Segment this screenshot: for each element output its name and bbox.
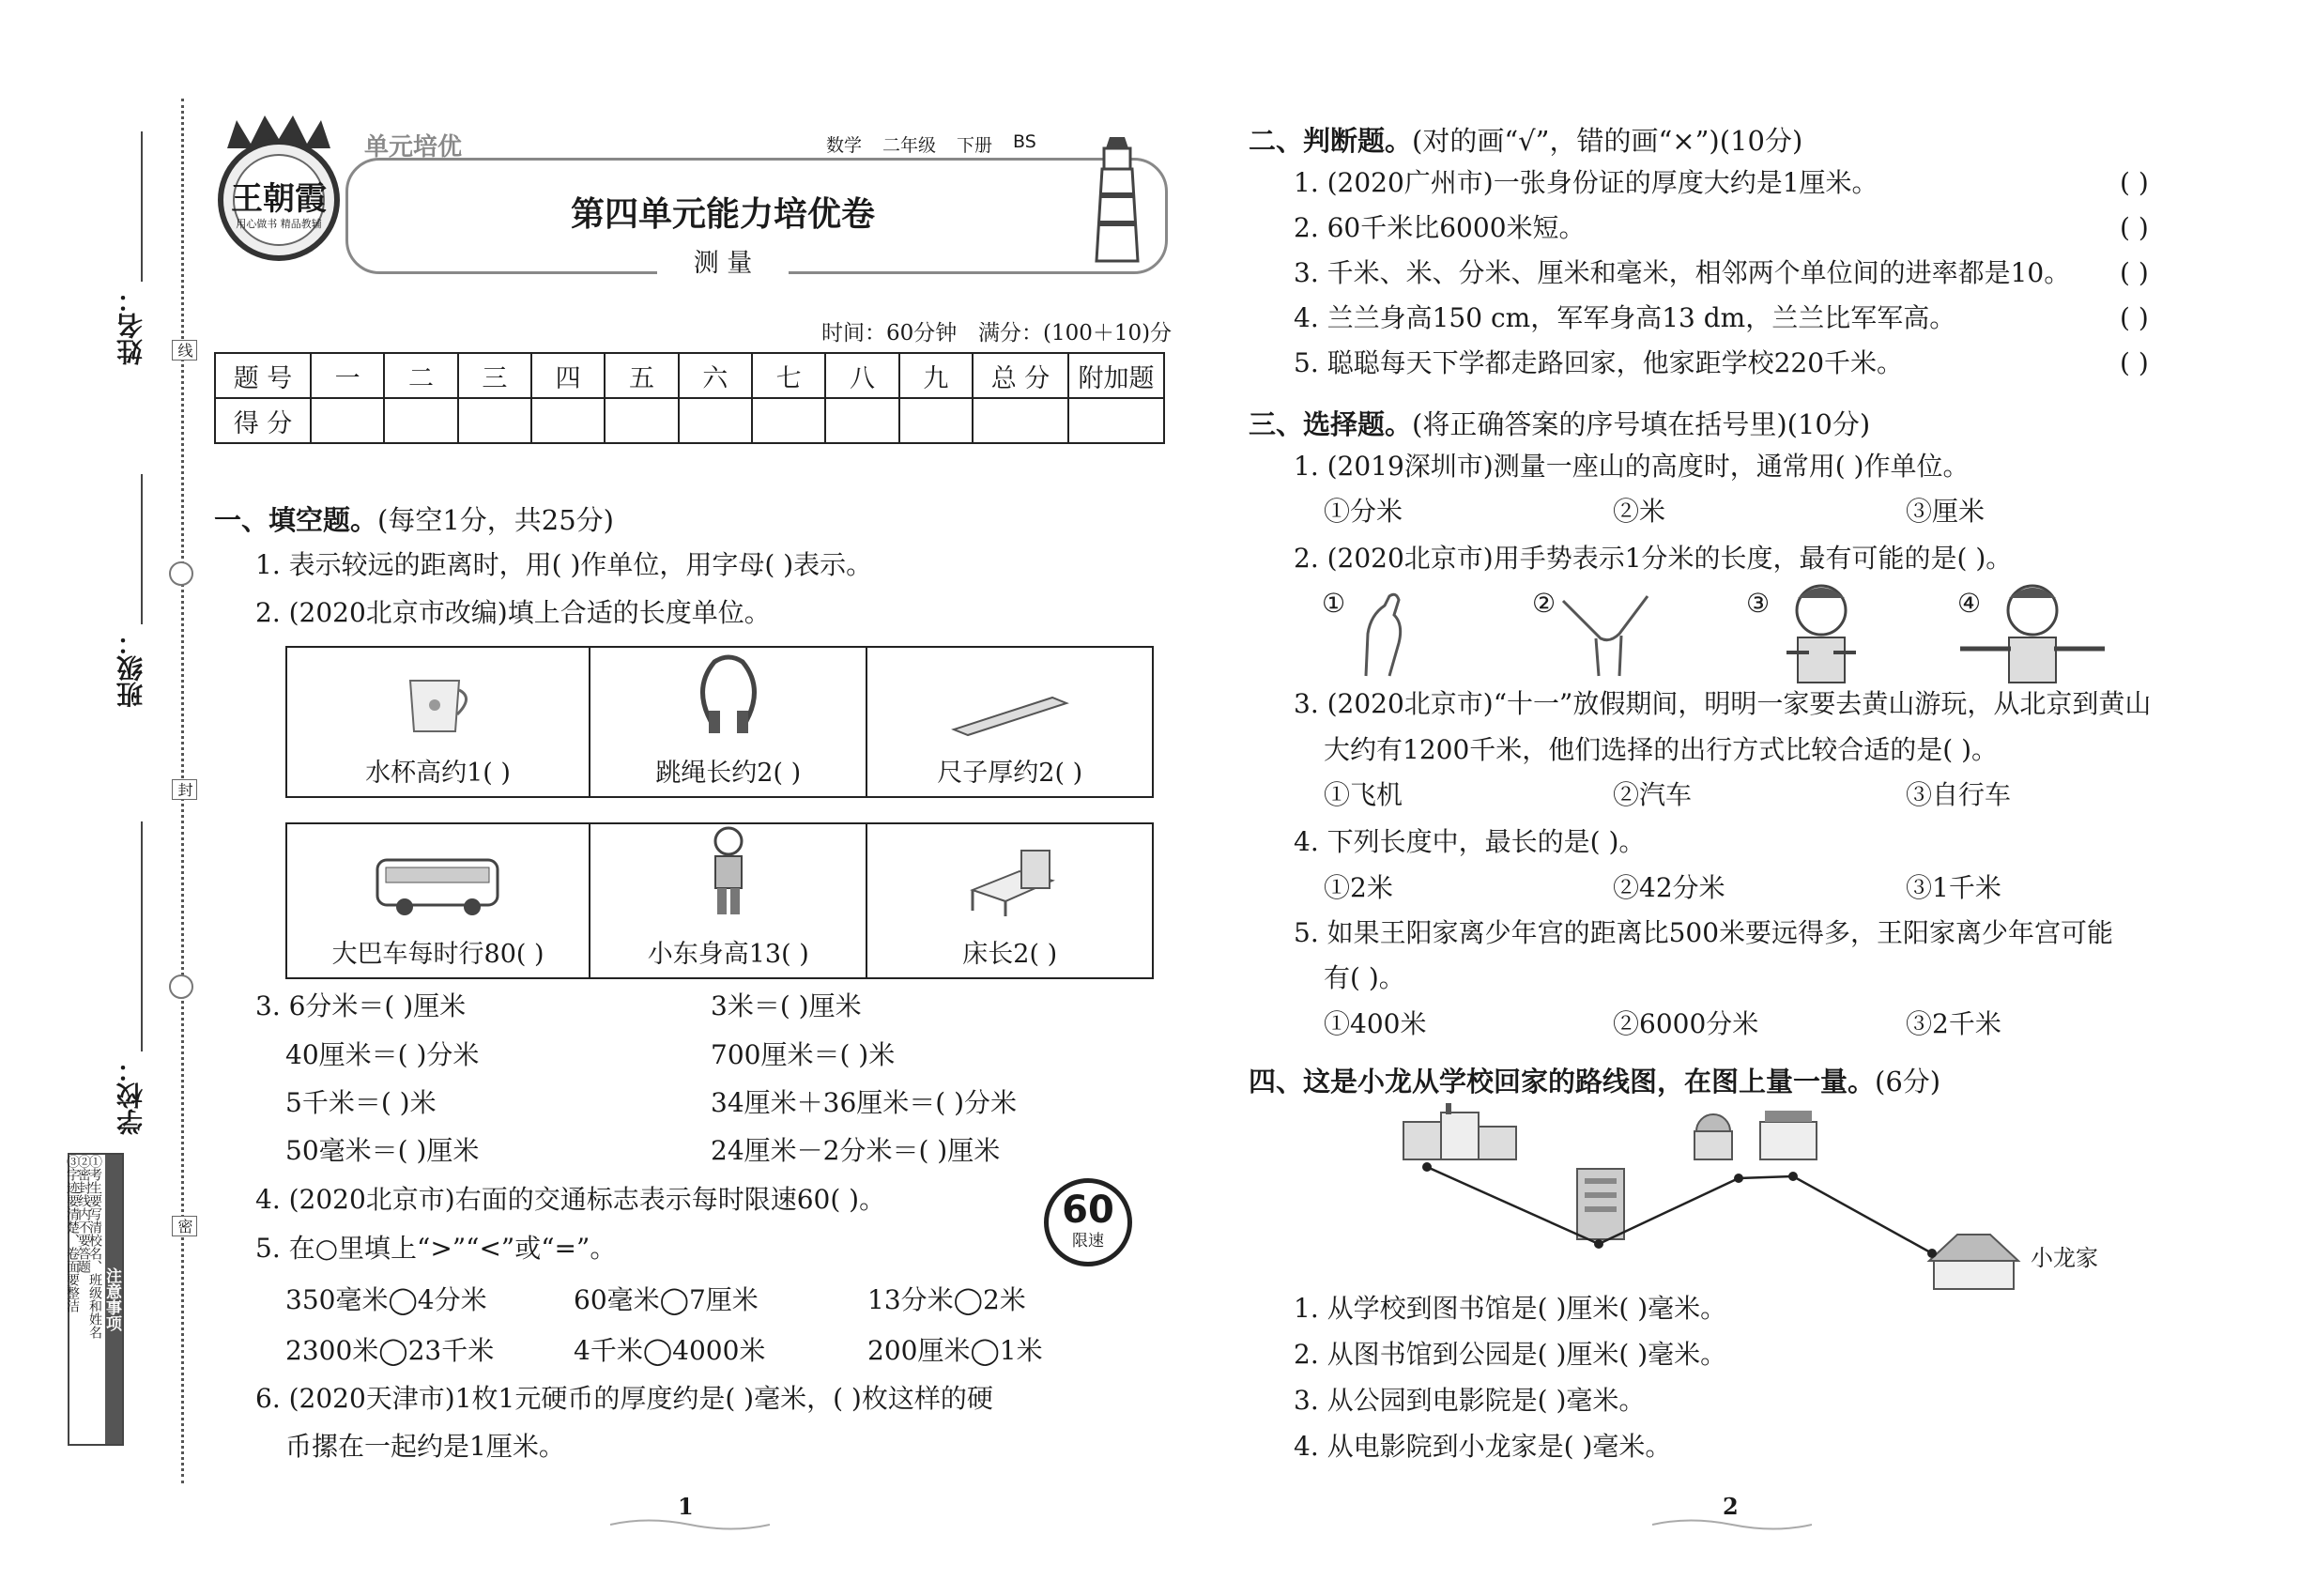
s1-q3-left-2: 40厘米＝( )分米: [285, 1039, 480, 1070]
logo-text: 王朝霞: [231, 180, 327, 218]
paper-subtitle: 测 量: [657, 242, 789, 279]
home-label: 小龙家: [2031, 1245, 2098, 1271]
score-cell: 四: [531, 353, 605, 398]
s1-q5-r2-c: 200厘米◯1米: [867, 1335, 1043, 1366]
s1-q3-left-1: 3. 6分米＝( )厘米: [255, 990, 467, 1021]
s3-q2-label-1: ①: [1322, 588, 1346, 619]
cinema-icon: [1760, 1111, 1817, 1159]
score-table: [214, 352, 1165, 444]
s1-q6-line1: 6. (2020天津市)1枚1元硬币的厚度约是( )毫米，( )枚这样的硬: [255, 1383, 993, 1414]
score-input[interactable]: [311, 398, 384, 443]
meta-grade: 二年级: [882, 135, 937, 156]
s3-q5-opt-2: ②6000分米: [1613, 1008, 1759, 1039]
cup-cell: [286, 647, 590, 797]
speed-limit-text: 限速: [1072, 1232, 1104, 1251]
meta-edition: BS: [1013, 131, 1036, 152]
score-cell: 五: [605, 353, 678, 398]
score-cell: 附加题: [1068, 353, 1164, 398]
s1-q5-r1-b: 60毫米◯7厘米: [574, 1284, 759, 1315]
s2-item-1: 1. (2020广州市)一张身份证的厚度大约是1厘米。: [1294, 167, 1878, 198]
brand-logo: [208, 111, 349, 261]
section2-heading: 二、判断题。(对的画“√”，错的画“×”)(10分): [1249, 125, 1803, 157]
score-cell: 题 号: [215, 353, 311, 398]
binding-ring-top: [169, 561, 193, 586]
score-table-header-row: [215, 353, 1164, 398]
score-input[interactable]: [752, 398, 825, 443]
s3-q5-line1: 5. 如果王阳家离少年宫的距离比500米要远得多，王阳家离少年宫可能: [1294, 917, 2114, 948]
score-input[interactable]: [679, 398, 752, 443]
s3-q4: 4. 下列长度中，最长的是( )。: [1294, 826, 1646, 857]
boy-cell: [590, 823, 866, 978]
jump-rope-icon: [686, 652, 771, 737]
route-map: [1389, 1103, 2093, 1291]
s3-q2-label-4: ④: [1957, 588, 1982, 619]
name-label: 姓名：: [115, 286, 146, 365]
s3-q3-opt-3: ③自行车: [1906, 779, 2012, 810]
cut-mark-feng: 封: [172, 779, 197, 804]
s1-q5-r2-b: 4千米◯4000米: [574, 1335, 766, 1366]
logo-subtext: 用心做书 精品教辅: [236, 218, 322, 230]
score-cell: 一: [311, 353, 384, 398]
lighthouse-icon: [1080, 130, 1155, 269]
cup-text: 水杯高约1( ): [365, 759, 511, 788]
s3-q4-opt-3: ③1千米: [1906, 872, 2001, 903]
park-icon: [1694, 1114, 1732, 1159]
bed-cell: [866, 823, 1153, 978]
s1-q3-right-4: 24厘米－2分米＝( )厘米: [711, 1135, 1001, 1166]
s1-q5-r2-a: 2300米◯23千米: [285, 1335, 495, 1366]
section4-heading: 四、这是小龙从学校回家的路线图，在图上量一量。(6分): [1249, 1066, 1941, 1097]
bed-text: 床长2( ): [962, 940, 1058, 969]
s1-q6-line2: 币摞在一起约是1厘米。: [285, 1431, 565, 1462]
page-ornament-right-icon: [1652, 1516, 1812, 1533]
s2-answer-1[interactable]: ( ): [2120, 167, 2149, 198]
score-cell: 得 分: [215, 398, 311, 443]
house-icon: [1929, 1235, 2018, 1289]
unit-picture-table-bottom: [285, 822, 1154, 979]
score-input[interactable]: [899, 398, 973, 443]
s1-q5: 5. 在○里填上“>”“<”或“=”。: [255, 1233, 617, 1264]
child-gesture-3-icon: [1770, 577, 1873, 685]
s4-item-2: 2. 从图书馆到公园是( )厘米( )毫米。: [1294, 1339, 1727, 1370]
s1-q3-right-3: 34厘米＋36厘米＝( )分米: [711, 1087, 1018, 1118]
s3-q3-line2: 大约有1200千米，他们选择的出行方式比较合适的是( )。: [1324, 734, 1999, 765]
score-input[interactable]: [384, 398, 457, 443]
s3-q1-opt-2: ②米: [1613, 496, 1666, 527]
header-meta: [826, 131, 1036, 157]
s3-q3-opt-1: ①飞机: [1324, 779, 1403, 810]
score-cell: 九: [899, 353, 973, 398]
score-input[interactable]: [605, 398, 678, 443]
name-field[interactable]: [141, 131, 143, 282]
s1-q4: 4. (2020北京市)右面的交通标志表示每时限速60( )。: [255, 1184, 886, 1215]
ruler-text: 尺子厚约2( ): [937, 759, 1083, 788]
page-number-right: 2: [1723, 1493, 1739, 1520]
s3-q3-line1: 3. (2020北京市)“十一”放假期间，明明一家要去黄山游玩，从北京到黄山: [1294, 688, 2152, 719]
score-input[interactable]: [1068, 398, 1164, 443]
s3-q2: 2. (2020北京市)用手势表示1分米的长度，最有可能的是( )。: [1294, 543, 2013, 574]
s2-answer-2[interactable]: ( ): [2120, 212, 2149, 243]
s2-item-2: 2. 60千米比6000米短。: [1294, 212, 1586, 243]
s1-q3-left-4: 50毫米＝( )厘米: [285, 1135, 480, 1166]
s2-answer-4[interactable]: ( ): [2120, 302, 2149, 333]
s3-q4-opt-2: ②42分米: [1613, 872, 1725, 903]
s4-item-1: 1. 从学校到图书馆是( )厘米( )毫米。: [1294, 1293, 1727, 1324]
hand-gesture-1-icon: [1347, 587, 1432, 681]
s4-item-4: 4. 从电影院到小龙家是( )毫米。: [1294, 1431, 1672, 1462]
boy-icon: [700, 824, 757, 918]
s2-item-5: 5. 聪聪每天下学都走路回家，他家距学校220千米。: [1294, 347, 1904, 378]
bus-text: 大巴车每时行80( ): [331, 940, 544, 969]
ruler-cell: [866, 647, 1153, 797]
rope-text: 跳绳长约2( ): [655, 759, 802, 788]
page-ornament-left-icon: [610, 1516, 770, 1533]
s3-q4-opt-1: ①2米: [1324, 872, 1393, 903]
score-table-score-row: [215, 398, 1164, 443]
score-input[interactable]: [973, 398, 1068, 443]
class-field[interactable]: [141, 474, 143, 624]
rope-cell: [590, 647, 866, 797]
note-3: ③字迹要清楚、卷面要整洁: [65, 1155, 80, 1312]
score-cell: 七: [752, 353, 825, 398]
class-label: 班级：: [115, 629, 146, 708]
note-2: ②密封线内不要答题: [76, 1155, 91, 1273]
score-cell: 二: [384, 353, 457, 398]
section3-heading: 三、选择题。(将正确答案的序号填在括号里)(10分): [1249, 408, 1871, 440]
s1-q3-right-2: 700厘米＝( )米: [711, 1039, 896, 1070]
s2-item-3: 3. 千米、米、分米、厘米和毫米，相邻两个单位间的进率都是10。: [1294, 257, 2071, 288]
score-cell: 总 分: [973, 353, 1068, 398]
binding-ring-bottom: [169, 974, 193, 999]
unit-tag: 单元培优: [364, 133, 463, 161]
meta-subject: 数学: [826, 135, 863, 156]
s3-q2-label-2: ②: [1532, 588, 1556, 619]
full-score: 满分：(100＋10)分: [978, 321, 1173, 345]
school-icon: [1403, 1103, 1516, 1159]
s2-answer-5[interactable]: ( ): [2120, 347, 2149, 378]
child-gesture-4-icon: [1953, 577, 2112, 685]
exam-time: 时间：60分钟: [821, 321, 958, 345]
s3-q3-opt-2: ②汽车: [1613, 779, 1693, 810]
cut-mark-xian: 线: [172, 340, 197, 364]
s2-answer-3[interactable]: ( ): [2120, 257, 2149, 288]
hand-gesture-2-icon: [1554, 587, 1657, 681]
s1-q5-r1-c: 13分米◯2米: [867, 1284, 1026, 1315]
s1-q3-right-1: 3米＝( )厘米: [711, 990, 862, 1021]
s4-item-3: 3. 从公园到电影院是( )毫米。: [1294, 1385, 1646, 1416]
speed-limit-sign: [1044, 1178, 1132, 1266]
s3-q5-line2: 有( )。: [1324, 962, 1405, 993]
school-label: 学校：: [115, 1056, 146, 1135]
s3-q5-opt-1: ①400米: [1324, 1008, 1427, 1039]
note-1: ①考生要写清校名、班级和姓名: [87, 1155, 102, 1339]
s2-item-4: 4. 兰兰身高150 cm，军军身高13 dm，兰兰比军军高。: [1294, 302, 1956, 333]
score-cell: 三: [458, 353, 531, 398]
score-cell: 六: [679, 353, 752, 398]
bus-cell: [286, 823, 590, 978]
notes-title: 注意事项: [105, 1155, 122, 1444]
school-field[interactable]: [141, 821, 143, 1051]
score-cell: 八: [825, 353, 898, 398]
s1-q1: 1. 表示较远的距离时，用( )作单位，用字母( )表示。: [255, 549, 873, 580]
ruler-icon: [949, 690, 1071, 737]
s1-q2: 2. (2020北京市改编)填上合适的长度单位。: [255, 597, 771, 628]
page-number-left: 1: [678, 1493, 694, 1520]
cup-icon: [401, 671, 476, 737]
section1-heading: 一、填空题。(每空1分，共25分): [214, 504, 614, 536]
bus-icon: [373, 852, 504, 918]
bed-icon: [963, 843, 1057, 918]
score-input[interactable]: [458, 398, 531, 443]
s3-q1: 1. (2019深圳市)测量一座山的高度时，通常用( )作单位。: [1294, 451, 1970, 482]
speed-limit-number: 60: [1062, 1189, 1114, 1232]
meta-term: 下册: [957, 135, 993, 156]
s3-q1-opt-1: ①分米: [1324, 496, 1403, 527]
s1-q5-r1-a: 350毫米◯4分米: [285, 1284, 487, 1315]
paper-title: 第四单元能力培优卷: [570, 195, 875, 234]
s1-q3-left-3: 5千米＝( )米: [285, 1087, 437, 1118]
notes-box: [65, 1153, 124, 1446]
unit-picture-table-top: [285, 646, 1154, 798]
score-input[interactable]: [825, 398, 898, 443]
score-input[interactable]: [531, 398, 605, 443]
s3-q2-label-3: ③: [1746, 588, 1771, 619]
s3-q1-opt-3: ③厘米: [1906, 496, 1986, 527]
boy-text: 小东身高13( ): [647, 940, 809, 969]
library-icon: [1577, 1169, 1624, 1239]
cut-mark-mi: 密: [172, 1216, 197, 1240]
s3-q5-opt-3: ③2千米: [1906, 1008, 2001, 1039]
